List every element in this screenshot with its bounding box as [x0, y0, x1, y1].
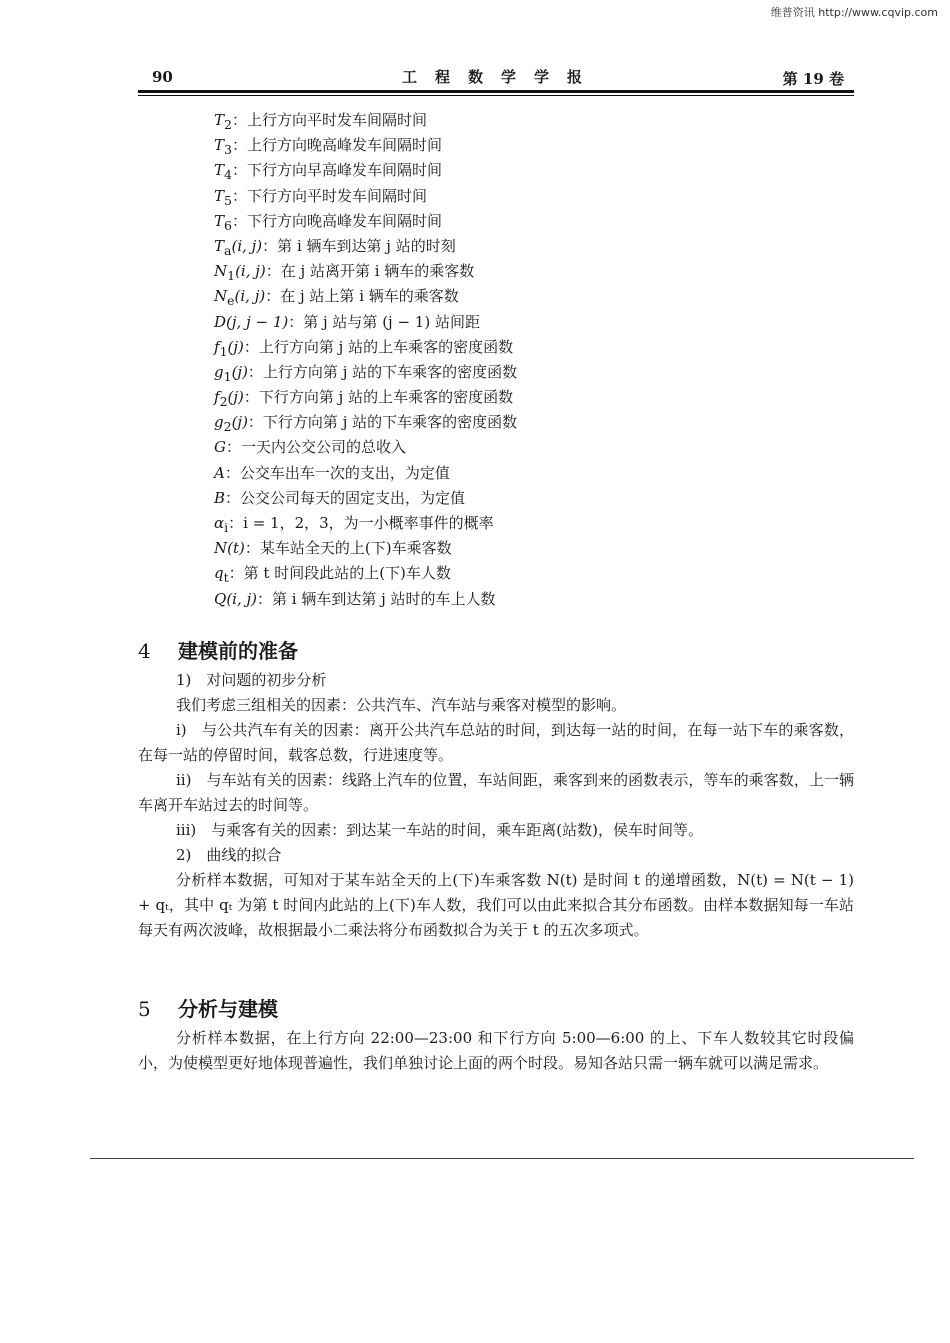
list-item: iii) 与乘客有关的因素：到达某一车站的时间，乘车距离(站数)，侯车时间等。	[176, 821, 703, 839]
symbol-description: ：上行方向第 j 站的下车乘客的密度函数	[247, 362, 518, 381]
symbol-row	[214, 184, 814, 209]
symbol-arguments: (j)	[227, 337, 244, 356]
section-number: 4	[138, 639, 151, 663]
symbol-subscript: 1	[219, 343, 228, 359]
section-heading	[138, 634, 854, 668]
symbol: g	[214, 413, 224, 432]
symbol-arguments: (j)	[231, 413, 248, 432]
symbol-description: ：i = 1，2，3，为一小概率事件的概率	[228, 514, 494, 532]
symbol-row	[214, 310, 814, 335]
symbol-subscript: 3	[224, 142, 232, 158]
symbol-description: ：下行方向晚高峰发车间隔时间	[231, 211, 442, 230]
symbol: A	[214, 463, 225, 482]
symbol-arguments: (j)	[227, 388, 244, 407]
volume-label: 第 19 卷	[782, 70, 844, 88]
symbol-description: ：在 j 站离开第 i 辆车的乘客数	[265, 262, 475, 281]
symbol-description: ：某车站全天的上(下)车乘客数	[244, 539, 452, 558]
symbol-row	[214, 486, 814, 511]
running-header	[138, 66, 854, 88]
symbol-subscript: 1	[227, 268, 236, 284]
symbol-row	[214, 587, 814, 612]
symbol-row	[214, 410, 814, 435]
symbol: α	[214, 514, 225, 532]
symbol-description: ：公交车出车一次的支出，为定值	[224, 463, 450, 482]
section-title: 建模前的准备	[178, 639, 298, 663]
section-number: 5	[138, 997, 151, 1021]
symbol-row	[214, 335, 814, 360]
symbol: f	[214, 388, 220, 407]
symbol: T	[214, 236, 225, 255]
symbol-row	[214, 385, 814, 410]
symbol: N	[214, 539, 228, 558]
symbol-arguments: (i, j)	[226, 589, 258, 608]
symbol-subscript: a	[224, 242, 232, 258]
symbol-row	[214, 158, 814, 183]
symbol-description: ：公交公司每天的固定支出，为定值	[225, 488, 466, 507]
symbol: D	[214, 312, 227, 331]
symbol: T	[214, 211, 225, 230]
list-item: ii) 与车站有关的因素：线路上汽车的位置，车站间距，乘客到来的函数表示，等车的乘客数，上一辆车离开车站过去的时间等。	[138, 771, 854, 814]
symbol-subscript: 1	[223, 368, 232, 384]
symbol-row	[214, 435, 814, 460]
footer-rule	[90, 1158, 914, 1159]
symbol-description: ：第 j 站与第 (j − 1) 站间距	[288, 312, 480, 331]
symbol-description: ：一天内公交公司的总收入	[225, 438, 406, 457]
symbol-description: ：第 i 辆车到达第 j 站时的车上人数	[257, 589, 496, 608]
symbol-subscript: i	[224, 520, 229, 535]
watermark: 维普资讯 http://www.cqvip.com	[770, 6, 938, 19]
symbol-row	[214, 209, 814, 234]
symbol-list	[214, 108, 814, 612]
paragraph: 我们考虑三组相关的因素：公共汽车、汽车站与乘客对模型的影响。	[176, 696, 627, 714]
symbol-subscript: 2	[223, 419, 232, 435]
symbol: B	[214, 488, 226, 507]
page-number: 90	[152, 68, 173, 86]
symbol-subscript: 2	[219, 394, 228, 410]
symbol-description: ：下行方向早高峰发车间隔时间	[231, 161, 442, 180]
symbol-description: ：下行方向平时发车间隔时间	[231, 186, 427, 205]
symbol-arguments: (j)	[231, 362, 248, 381]
symbol-description: ：上行方向第 j 站的上车乘客的密度函数	[243, 337, 514, 356]
symbol-row	[214, 461, 814, 486]
symbol-row	[214, 133, 814, 158]
symbol: f	[214, 337, 220, 356]
symbol-arguments: (t)	[227, 539, 245, 558]
symbol-subscript: 2	[224, 117, 232, 132]
paragraph: 分析样本数据，在上行方向 22:00—23:00 和下行方向 5:00—6:00 的上、下车人数较其它时段偏小，为使模型更好地体现普遍性，我们单独讨论上面的两个时段。易知各站只需一辆车就可以满足需求。	[138, 1029, 854, 1072]
symbol-arguments: (j, j − 1)	[226, 312, 289, 331]
header-rule-thin	[138, 95, 854, 96]
symbol-arguments: (i, j)	[235, 262, 266, 281]
symbol: G	[214, 438, 226, 457]
symbol-description: ：在 j 站上第 i 辆车的乘客数	[265, 287, 459, 306]
subsection-heading: 2) 曲线的拟合	[176, 846, 282, 864]
symbol-arguments: (i, j)	[234, 287, 266, 306]
symbol: Q	[214, 589, 227, 608]
symbol-row	[214, 511, 814, 536]
section-5	[138, 992, 854, 1076]
symbol: N	[214, 287, 228, 306]
symbol: T	[214, 111, 225, 129]
symbol-subscript: e	[227, 293, 235, 309]
list-item: i) 与公共汽车有关的因素：离开公共汽车总站的时间，到达每一站的时间，在每一站下车的乘客数，在每一站的停留时间，载客总数，行进速度等。	[138, 721, 854, 764]
symbol-description: ：下行方向第 j 站的上车乘客的密度函数	[243, 388, 514, 407]
paragraph: 分析样本数据，可知对于某车站全天的上(下)车乘客数 N(t) 是时间 t 的递增函数，N(t) = N(t − 1) + qₜ，其中 qₜ 为第 t 时间内此站的上(下)车人数，我们可以由此来拟合其分布函数。由样本数据知每一车站每天有两次波峰，故根据最小二乘法将分布函数拟合为关于 t 的五次多项式。	[138, 871, 854, 939]
symbol-row	[214, 234, 814, 259]
symbol-row	[214, 108, 814, 133]
symbol-row	[214, 536, 814, 561]
symbol: T	[214, 186, 225, 205]
symbol-subscript: t	[223, 570, 229, 586]
symbol-subscript: 5	[224, 192, 232, 208]
symbol-subscript: 6	[224, 217, 232, 233]
journal-title: 工程数学学报	[402, 68, 601, 86]
symbol: N	[214, 262, 228, 281]
symbol-arguments: (i, j)	[231, 236, 263, 255]
subsection-heading: 1) 对问题的初步分析	[176, 671, 327, 689]
symbol: g	[214, 362, 224, 381]
symbol-description: ：上行方向平时发车间隔时间	[231, 111, 427, 129]
symbol-description: ：下行方向第 j 站的下车乘客的密度函数	[247, 413, 518, 432]
symbol-description: ：第 i 辆车到达第 j 站的时刻	[262, 236, 456, 255]
symbol-description: ：上行方向晚高峰发车间隔时间	[231, 136, 442, 155]
section-title: 分析与建模	[178, 997, 278, 1021]
section-4	[138, 634, 854, 943]
symbol-row	[214, 259, 814, 284]
symbol-description: ：第 t 时间段此站的上(下)车人数	[228, 564, 451, 583]
symbol-row	[214, 284, 814, 309]
section-heading	[138, 992, 854, 1026]
symbol-subscript: 4	[224, 167, 232, 183]
symbol-row	[214, 561, 814, 586]
symbol-row	[214, 360, 814, 385]
symbol: q	[214, 564, 224, 583]
symbol: T	[214, 136, 225, 155]
symbol: T	[214, 161, 225, 180]
header-rule-thick	[138, 90, 854, 93]
